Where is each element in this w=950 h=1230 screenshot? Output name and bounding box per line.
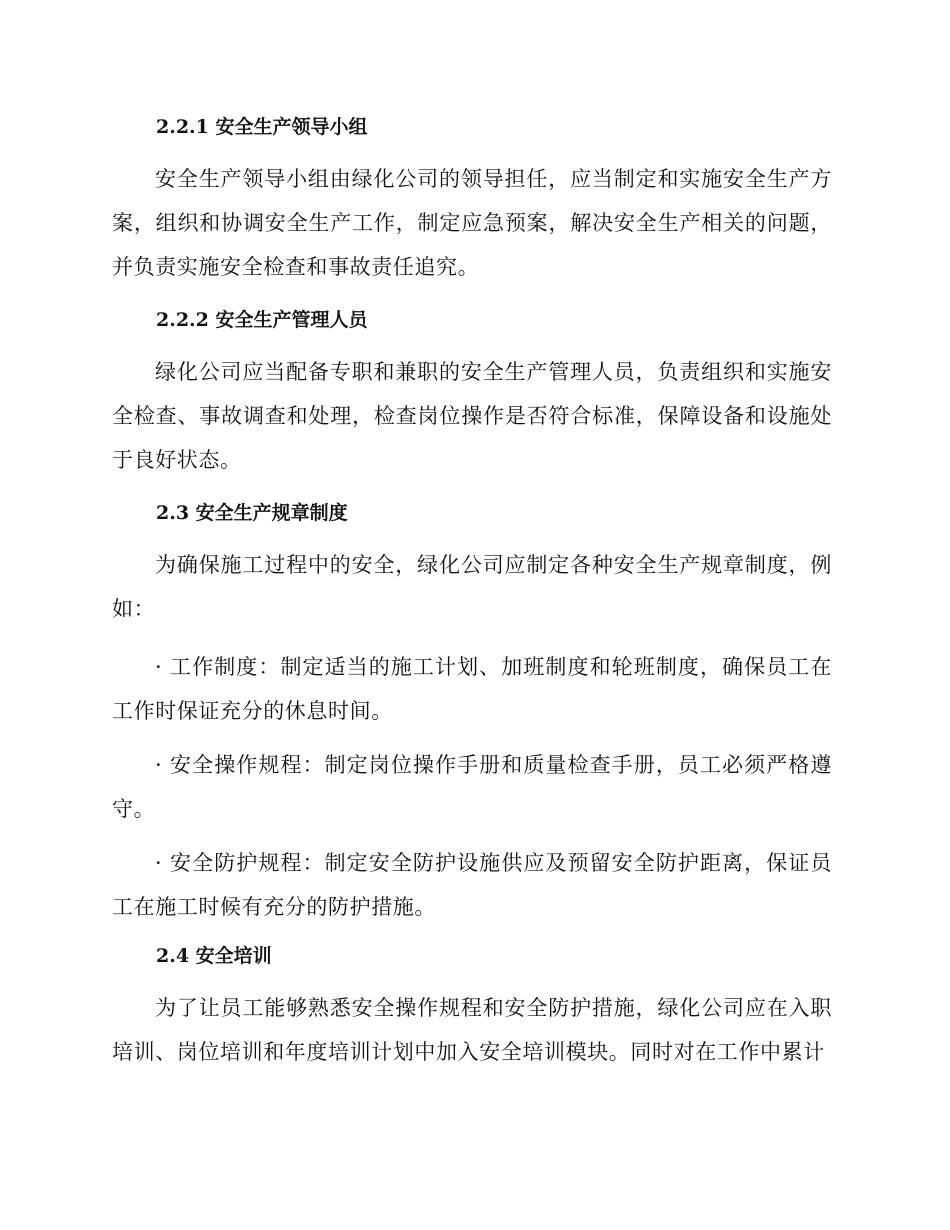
bullet-item-protection-rules: · 安全防护规程：制定安全防护设施供应及预留安全防护距离，保证员工在施工时候有充分的防护措施。	[112, 851, 832, 919]
section-paragraph-2-2-1: 安全生产领导小组由绿化公司的领导担任，应当制定和实施安全生产方案，组织和协调安全生产工作，制定应急预案，解决安全生产相关的问题，并负责实施安全检查和事故责任追究。	[112, 167, 832, 279]
bullet-item-operation-rules: · 安全操作规程：制定岗位操作手册和质量检查手册，员工必须严格遵守。	[112, 753, 832, 821]
document-page	[112, 110, 832, 1088]
section-paragraph-2-4: 为了让员工能够熟悉安全操作规程和安全防护措施，绿化公司应在入职培训、岗位培训和年度培训计划中加入安全培训模块。同时对在工作中累计	[112, 996, 832, 1064]
section-paragraph-2-3: 为确保施工过程中的安全，绿化公司应制定各种安全生产规章制度，例如：	[112, 553, 832, 621]
section-paragraph-2-2-2: 绿化公司应当配备专职和兼职的安全生产管理人员，负责组织和实施安全检查、事故调查和处理，检查岗位操作是否符合标准，保障设备和设施处于良好状态。	[112, 360, 832, 472]
section-heading-2-2-2: 2.2.2 安全生产管理人员	[156, 309, 368, 331]
section-heading-2-4: 2.4 安全培训	[156, 945, 272, 967]
section-heading-2-2-1: 2.2.1 安全生产领导小组	[156, 116, 368, 138]
section-heading-2-3: 2.3 安全生产规章制度	[156, 502, 348, 524]
bullet-item-work-system: · 工作制度：制定适当的施工计划、加班制度和轮班制度，确保员工在工作时保证充分的休息时间。	[112, 655, 832, 723]
